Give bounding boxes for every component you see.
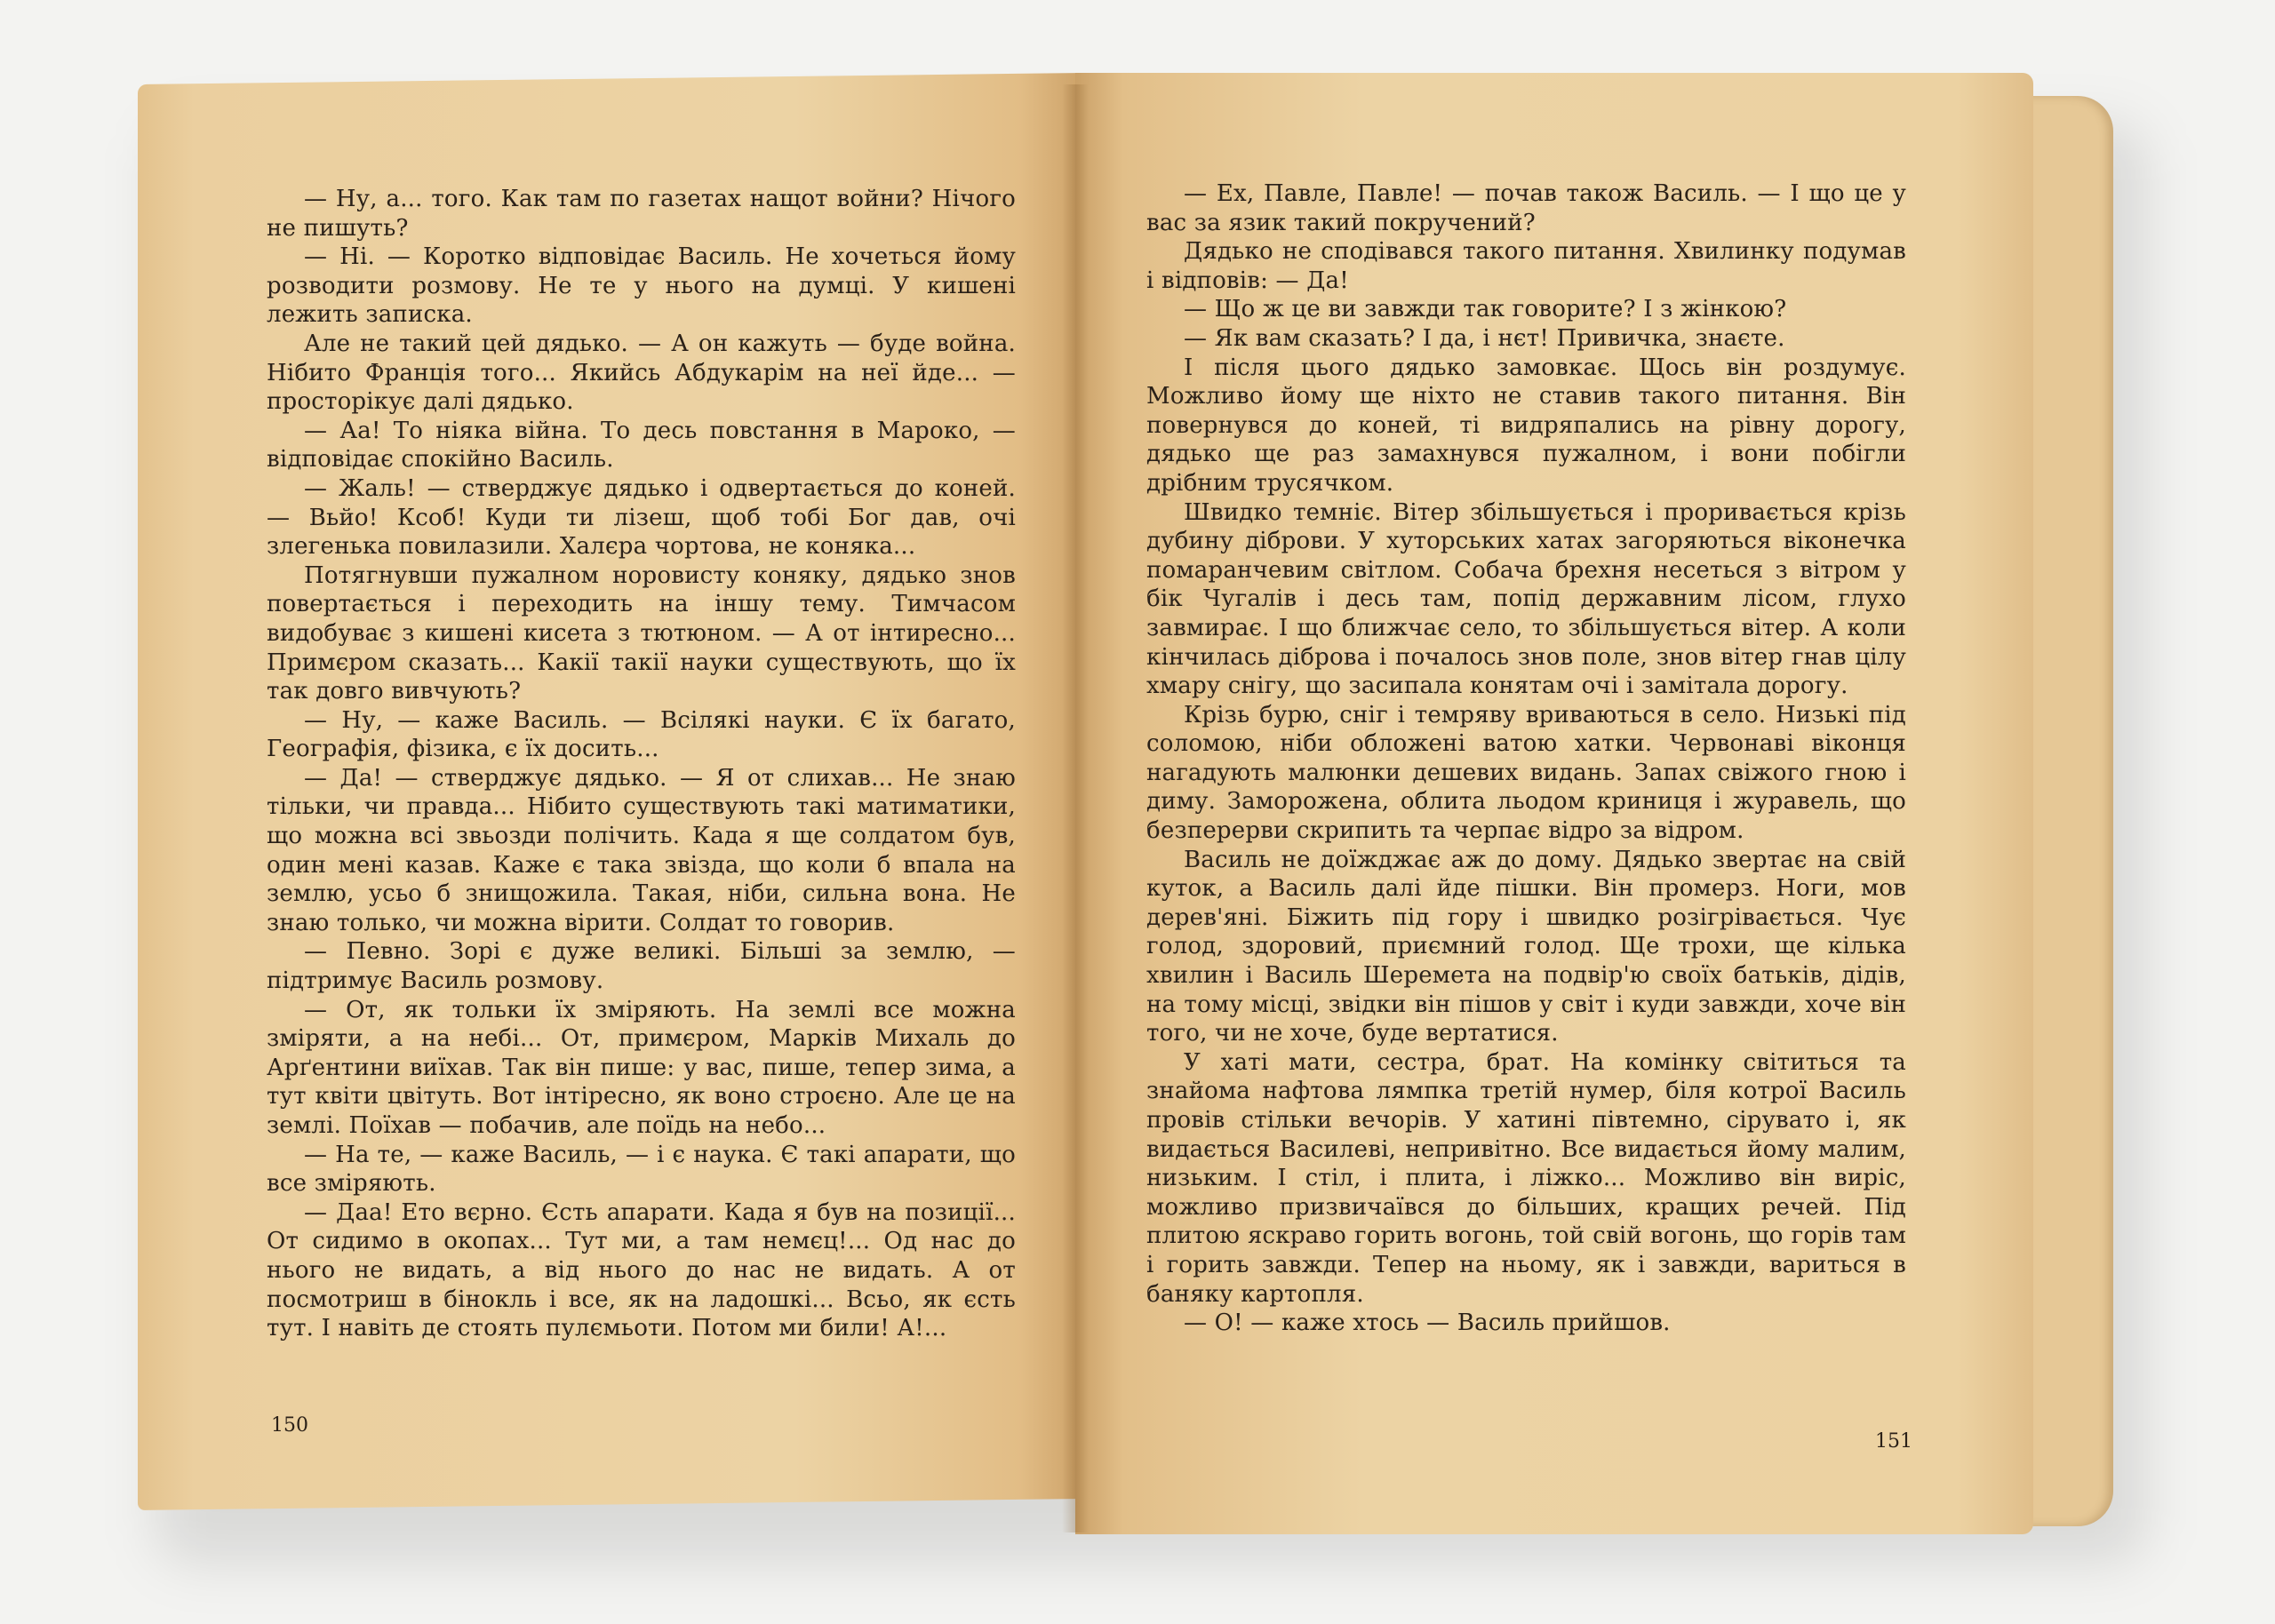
paragraph: — Певно. Зорі є дуже великі. Більші за землю, — підтримує Василь розмову. <box>267 938 1016 995</box>
page-number-left: 150 <box>271 1414 308 1437</box>
paragraph: — Аа! То ніяка війна. То десь повстання в Мароко, — відповідає спокійно Василь. <box>267 417 1016 474</box>
right-page-text <box>1146 179 1906 1338</box>
paragraph: Але не такий цей дядько. — А он кажуть — буде война. Нібито Франція того... Якийсь Абдукарім на неї йде... — просторікує далі дядько. <box>267 330 1016 416</box>
paragraph: Дядько не сподівався такого питання. Хвилинку подумав і відповів: — Да! <box>1146 238 1906 294</box>
paragraph: Крізь бурю, сніг і темряву вриваються в село. Низькі під соломою, ніби обложені ватою хатки. Червонаві віконця нагадують малюнки дешевих видань. Запах свіжого гною і диму. Заморожена, облита льодом криниця і журавель, що безперерви скрипить та черпає відро за відром. <box>1146 701 1906 845</box>
paragraph: Василь не доїжджає аж до дому. Дядько звертає на свій куток, а Василь далі йде пішки. Він промерз. Ноги, мов дерев'яні. Біжить під гору і швидко розігрівається. Чує голод, здоровий, приємний голод. Ще трохи, ще кілька хвилин і Василь Шеремета на подвір'ю своїх батьків, дідів, на тому місці, звідки він пішов у світ і куди завжди, хоче він того, чи не хоче, буде вертатися. <box>1146 846 1906 1047</box>
paragraph: — Ну, а... того. Как там по газетах нащот войни? Нічого не пишуть? <box>267 186 1016 242</box>
paragraph: І після цього дядько замовкає. Щось він роздумує. Можливо йому ще ніхто не ставив такого питання. Він повернувся до коней, ті видряпались на рівну дорогу, дядько ще раз замахнувся пужалном, і вони побігли дрібним трусячком. <box>1146 354 1906 497</box>
book-gutter <box>1062 84 1089 1532</box>
page-number-right: 151 <box>1875 1430 1912 1453</box>
left-page-text <box>267 185 1016 1343</box>
paragraph: — Ні. — Коротко відповідає Василь. Не хочеться йому розводити розмову. Не те у нього на думці. У кишені лежить записка. <box>267 243 1016 329</box>
paragraph: — Даа! Ето вєрно. Єсть апарати. Када я був на позиції... От сидимо в окопах... Тут ми, а там немєц!... Од нас до нього не видать, а від нього до нас не видать. А от посмотриш в бінокль і все, як на ладошкі... Всьо, як єсть тут. І навіть де стоять пулємьоти. Потом ми били! А!... <box>267 1198 1016 1342</box>
paragraph: — На те, — каже Василь, — і є наука. Є такі апарати, що все зміряють. <box>267 1141 1016 1198</box>
paragraph: — Ну, — каже Василь. — Всілякі науки. Є їх багато, Географія, фізика, є їх досить... <box>267 706 1016 763</box>
paragraph: — Що ж це ви завжди так говорите? І з жінкою? <box>1184 296 1787 323</box>
paragraph: — О! — каже хтось — Василь прийшов. <box>1184 1310 1671 1337</box>
paragraph: — Да! — стверджує дядько. — Я от слихав... Не знаю тільки, чи правда... Нібито существують такі матиматики, що можна всі звьозди полічить. Када я ще солдатом був, один мені казав. Каже є така звізда, що коли б впала на землю, усьо б знищожила. Такая, ніби, сильна вона. Не знаю только, чи можна вірити. Солдат то говорив. <box>267 764 1016 936</box>
paragraph: Потягнувши пужалном норовисту коняку, дядько знов повертається і переходить на іншу тему. Тимчасом видобуває з кишені кисета з тютюном. — А от інтиресно... Примєром сказать... Какії такії науки существують, що їх так довго вивчують? <box>267 561 1016 705</box>
paragraph: Швидко темніє. Вітер збільшується і проривається крізь дубину діброви. У хуторських хатах загоряються віконечка помаранчевим світлом. Собача брехня несеться з вітром у бік Чугалів і десь там, попід державним лісом, глухо завмирає. І що ближчає село, то збільшується вітер. А коли кінчилась діброва і почалось знов поле, знов вітер гнав цілу хмару снігу, що засипала конятам очі і замітала дорогу. <box>1146 498 1906 700</box>
paragraph: У хаті мати, сестра, брат. На комінку світиться та знайома нафтова лямпка третій нумер, біля котрої Василь провів стільки вечорів. У хатині півтемно, сірувато і, як видається Василеві, непривітно. Все видається йому малим, низьким. І стіл, і плита, і ліжко... Можливо він виріс, можливо призвичаївся до більших, кращих речей. Під плитою яскраво горить вогонь, той свій вогонь, що горів там і горить завжди. Тепер на ньому, як і завжди, вариться в баняку картопля. <box>1146 1048 1906 1308</box>
paragraph: — Ех, Павле, Павле! — почав також Василь. — І що це у вас за язик такий покручений? <box>1146 180 1906 236</box>
paragraph: — Як вам сказать? І да, і нєт! Привичка, знаєте. <box>1184 324 1785 352</box>
paragraph: — От, як тольки їх зміряють. На землі все можна зміряти, а на небі... От, примєром, Марків Михаль до Арґентини виїхав. Так він пише: у вас, пише, тепер зима, а тут квіти цвітуть. Вот інтіресно, як воно строєно. Але це на землі. Поїхав — побачив, але поїдь на небо... <box>267 996 1016 1139</box>
paragraph: — Жаль! — стверджує дядько і одвертається до коней. — Вьйо! Ксоб! Куди ти лізеш, щоб тобі Бог дав, очі злегенька повилазили. Халєра чортова, не коняка... <box>267 474 1016 561</box>
